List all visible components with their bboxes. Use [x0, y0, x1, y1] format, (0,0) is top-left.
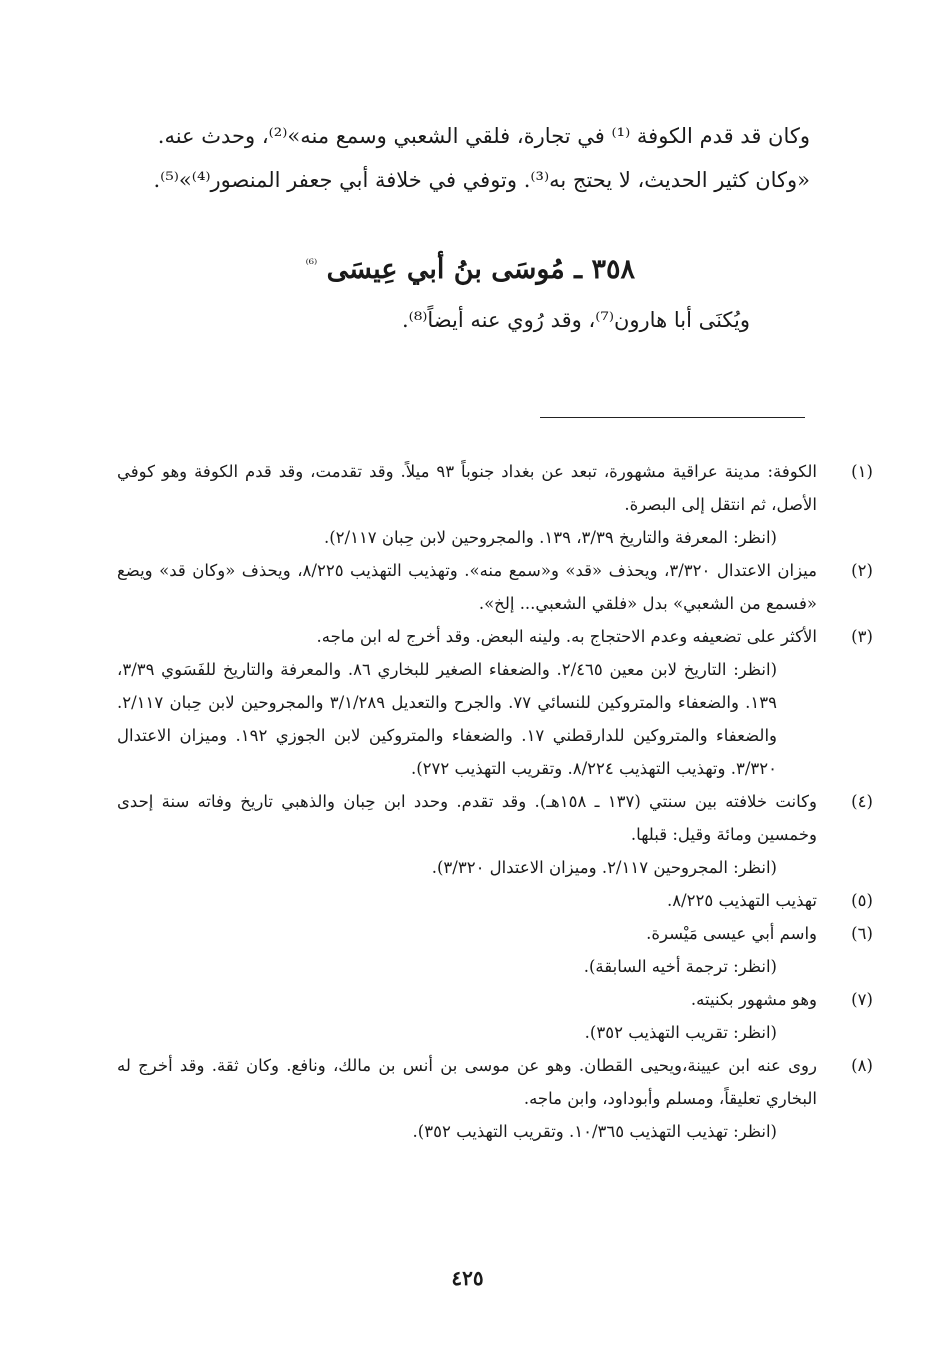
footnote-separator [540, 417, 805, 418]
footnote-text: وهو مشهور بكنيته. [690, 990, 817, 1009]
footnote-reference: (انظر: تقريب التهذيب ٣٥٢). [584, 1023, 777, 1042]
main-text-line-2: «وكان كثير الحديث، لا يحتج به⁽³⁾. وتوفي في خلافة أبي جعفر المنصور⁽⁴⁾»⁽⁵⁾. [153, 168, 810, 192]
footnote-2 [117, 554, 873, 620]
entry-title-text: ٣٥٨ ـ مُوسَى بنُ أبي عِيسَى [326, 254, 635, 285]
footnote-number: (٥) [851, 891, 873, 910]
footnote-1 [117, 455, 873, 554]
footnotes [117, 455, 873, 1148]
footnote-6 [117, 917, 873, 983]
footnote-reference: (انظر: تهذيب التهذيب ١٠/٣٦٥. وتقريب التهذيب ٣٥٢). [412, 1122, 777, 1141]
footnote-number: (٤) [851, 792, 873, 811]
footnote-number: (٧) [851, 990, 873, 1009]
footnote-7 [117, 983, 873, 1049]
footnote-number: (٢) [851, 561, 873, 580]
footnote-number: (١) [851, 462, 873, 481]
footnote-text: الكوفة: مدينة عراقية مشهورة، تبعد عن بغداد جنوباً ٩٣ ميلاً. وقد تقدمت، وقد قدم الكوفة وهو كوفي الأصل، ثم انتقل إلى البصرة. [117, 462, 818, 514]
footnote-text: وكانت خلافته بين سنتي (١٣٧ ـ ١٥٨هـ). وقد تقدم. وحدد ابن حِبان والذهبي تاريخ وفاته سنة إحدى وخمسين ومائة وقيل: قبلها. [117, 792, 817, 844]
footnote-number: (٦) [851, 924, 873, 943]
footnote-reference: (انظر: ترجمة أخيه السابقة). [583, 957, 777, 976]
footnote-reference: (انظر: المجروحين ٢/١١٧. وميزان الاعتدال ٣/٣٢٠). [431, 858, 777, 877]
footnote-text: ميزان الاعتدال ٣/٣٢٠، ويحذف «قد» و«سمع منه». وتهذيب التهذيب ٨/٢٢٥، ويحذف «وكان قد» ويضع «فسمع من الشعبي» بدل «فلقي الشعبي... إلخ». [117, 561, 818, 613]
footnote-number: (٨) [851, 1056, 873, 1075]
main-text-line-1: وكان قد قدم الكوفة ⁽¹⁾ في تجارة، فلقي الشعبي وسمع منه»⁽²⁾، وحدث عنه. [157, 124, 810, 148]
footnote-5 [117, 884, 873, 917]
footnote-3 [117, 620, 873, 785]
entry-subtitle: ويُكنَى أبا هارون⁽⁷⁾، وقد رُوي عنه أيضاً⁽⁸⁾. [401, 308, 750, 332]
footnote-text: الأكثر على تضعيفه وعدم الاحتجاج به. ولينه البعض. وقد أخرج له ابن ماجه. [316, 627, 817, 646]
footnote-text: تهذيب التهذيب ٨/٢٢٥. [666, 891, 817, 910]
page-number: ٤٢٥ [451, 1266, 484, 1290]
footnote-reference: (انظر: التاريخ لابن معين ٢/٤٦٥. والضعفاء الصغير للبخاري ٨٦. والمعرفة والتاريخ للفَسَوي ٣/٣٩، ١٣٩. والضعفاء والمتروكين للنسائي ٧٧. والجرح والتعديل ٣/١/٢٨٩ والمجروحين لابن حِبان ٢/١١٧. والضعفاء والمتروكين للدارقطني ١٧. والضعفاء والمتروكين لابن الجوزي ١٩٢. وميزان الاعتدال ٣/٣٢٠. وتهذيب التهذيب ٨/٢٢٤. وتقريب التهذيب ٢٧٢). [117, 660, 778, 778]
main-text [130, 114, 810, 202]
footnote-text: روى عنه ابن عيينة،ويحيى القطان. وهو عن موسى بن أنس بن مالك، ونافع. وكان ثقة. وقد أخرج له البخاري تعليقاً، ومسلم وأبوداود، وابن ماجه. [117, 1056, 817, 1108]
footnote-text: واسم أبي عيسى مَيْسرة. [646, 924, 817, 943]
footnote-4 [117, 785, 873, 884]
entry-title-footnote-ref: ⁽⁶⁾ [305, 257, 318, 272]
footnote-8 [117, 1049, 873, 1148]
footnote-reference: (انظر: المعرفة والتاريخ ٣/٣٩، ١٣٩. والمجروحين لابن حِبان ٢/١١٧). [323, 528, 777, 547]
entry-title [275, 240, 635, 295]
footnote-number: (٣) [851, 627, 873, 646]
